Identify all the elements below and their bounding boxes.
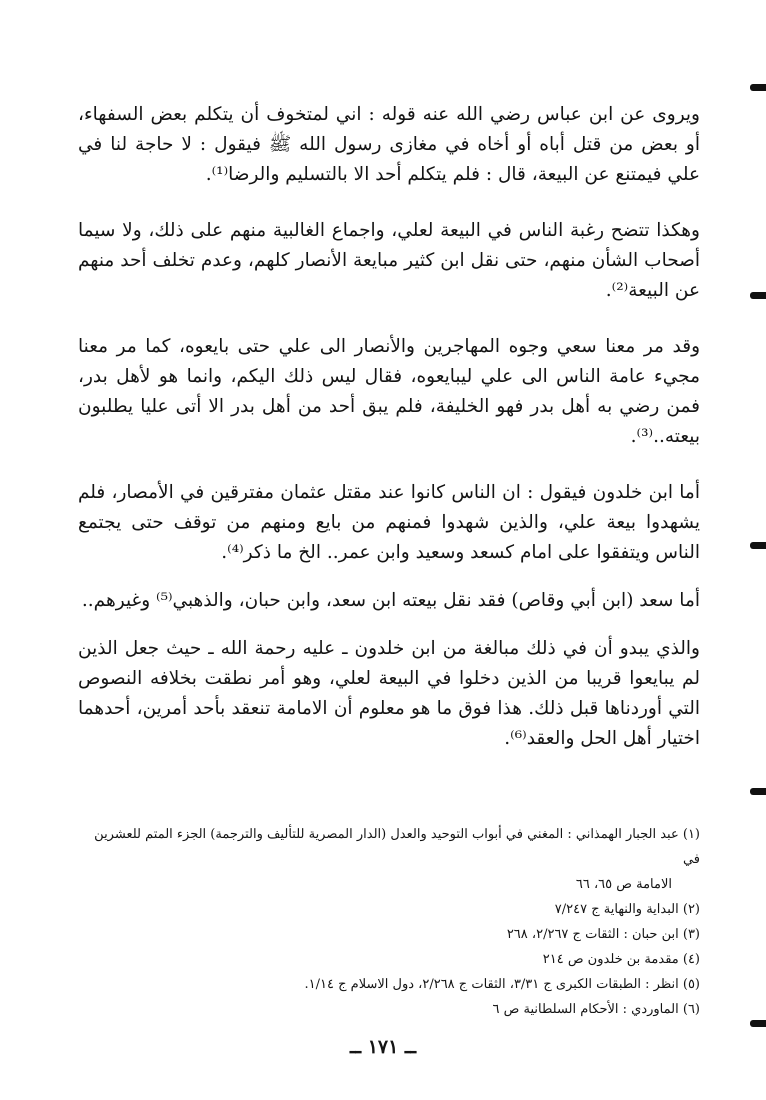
footnotes [80,822,700,1022]
paragraph-4: أما ابن خلدون فيقول : ان الناس كانوا عند مقتل عثمان مفترقين في الأمصار، فلم يشهدوا بيعة علي، والذين شهدوا فمنهم من بايع ومنهم من توقف حتى يجتمع الناس ويتفقوا على امام كسعد وسعيد وابن عمر.. الخ ما ذكر⁽⁴⁾. [78,482,700,563]
footnote-1: (١) عبد الجبار الهمذاني : المغني في أبواب التوحيد والعدل (الدار المصرية للتأليف والترجمة) الجزء المتم للعشرين في [94,827,700,867]
scan-edge-mark [750,84,766,91]
footnote-6: (٦) الماوردي : الأحكام السلطانية ص ٦ [492,1002,700,1017]
paragraph-1: ويروى عن ابن عباس رضي الله عنه قوله : اني لمتخوف أن يتكلم بعض السفهاء، أو بعض من قتل أباه أو أخاه في مغازى رسول الله ﷺ فيقول : لا حاجة لنا في علي فيمتنع عن البيعة، قال : فلم يتكلم أحد الا بالتسليم والرضا⁽¹⁾. [78,104,700,185]
footnote-2: (٢) البداية والنهاية ج ٧/٢٤٧ [554,902,700,917]
main-text [78,100,700,780]
footnote-5: (٥) انظر : الطبقات الكبرى ج ٣/٣١، الثقات ج ٢/٢٦٨، دول الاسلام ج ١/١٤. [304,977,700,992]
paragraph-6: والذي يبدو أن في ذلك مبالغة من ابن خلدون ـ عليه رحمة الله ـ حيث جعل الذين لم يبايعوا قريبا من الذين دخلوا في البيعة لعلي، وهو أمر نطقت بخلافه النصوص التي أوردناها قبل ذلك. هذا فوق ما هو معلوم أن الامامة تنعقد بأحد أمرين، أحدهما اختيار أهل الحل والعقد⁽⁶⁾. [78,638,700,749]
paragraph-5: أما سعد (ابن أبي وقاص) فقد نقل بيعته ابن سعد، وابن حبان، والذهبي⁽⁵⁾ وغيرهم.. [81,590,700,611]
footnote-4: (٤) مقدمة بن خلدون ص ٢١٤ [542,952,700,967]
paragraph-2: وهكذا تتضح رغبة الناس في البيعة لعلي، واجماع الغالبية منهم على ذلك، ولا سيما أصحاب الشأن منهم، حتى نقل ابن كثير مبايعة الأنصار كلهم، وعدم تخلف أحد منهم عن البيعة⁽²⁾. [78,220,700,301]
scan-edge-mark [750,292,766,299]
scan-edge-mark [750,788,766,795]
footnote-3: (٣) ابن حبان : الثقات ج ٢/٢٦٧، ٢٦٨ [506,927,700,942]
footnote-1-continued: الامامة ص ٦٥، ٦٦ [575,877,672,892]
page-number: ــ ١٧١ ــ [349,1036,417,1058]
scan-edge-mark [750,1020,766,1027]
scan-edge-mark [750,542,766,549]
paragraph-3: وقد مر معنا سعي وجوه المهاجرين والأنصار الى علي حتى بايعوه، كما مر معنا مجيء عامة الناس الى علي ليبايعوه، فقال ليس ذلك اليكم، وانما هو لأهل بدر، فمن رضي به أهل بدر فهو الخليفة، فلم يبق أحد من أهل بدر الا أتى عليا يطلبون بيعته..⁽³⁾. [78,336,700,447]
